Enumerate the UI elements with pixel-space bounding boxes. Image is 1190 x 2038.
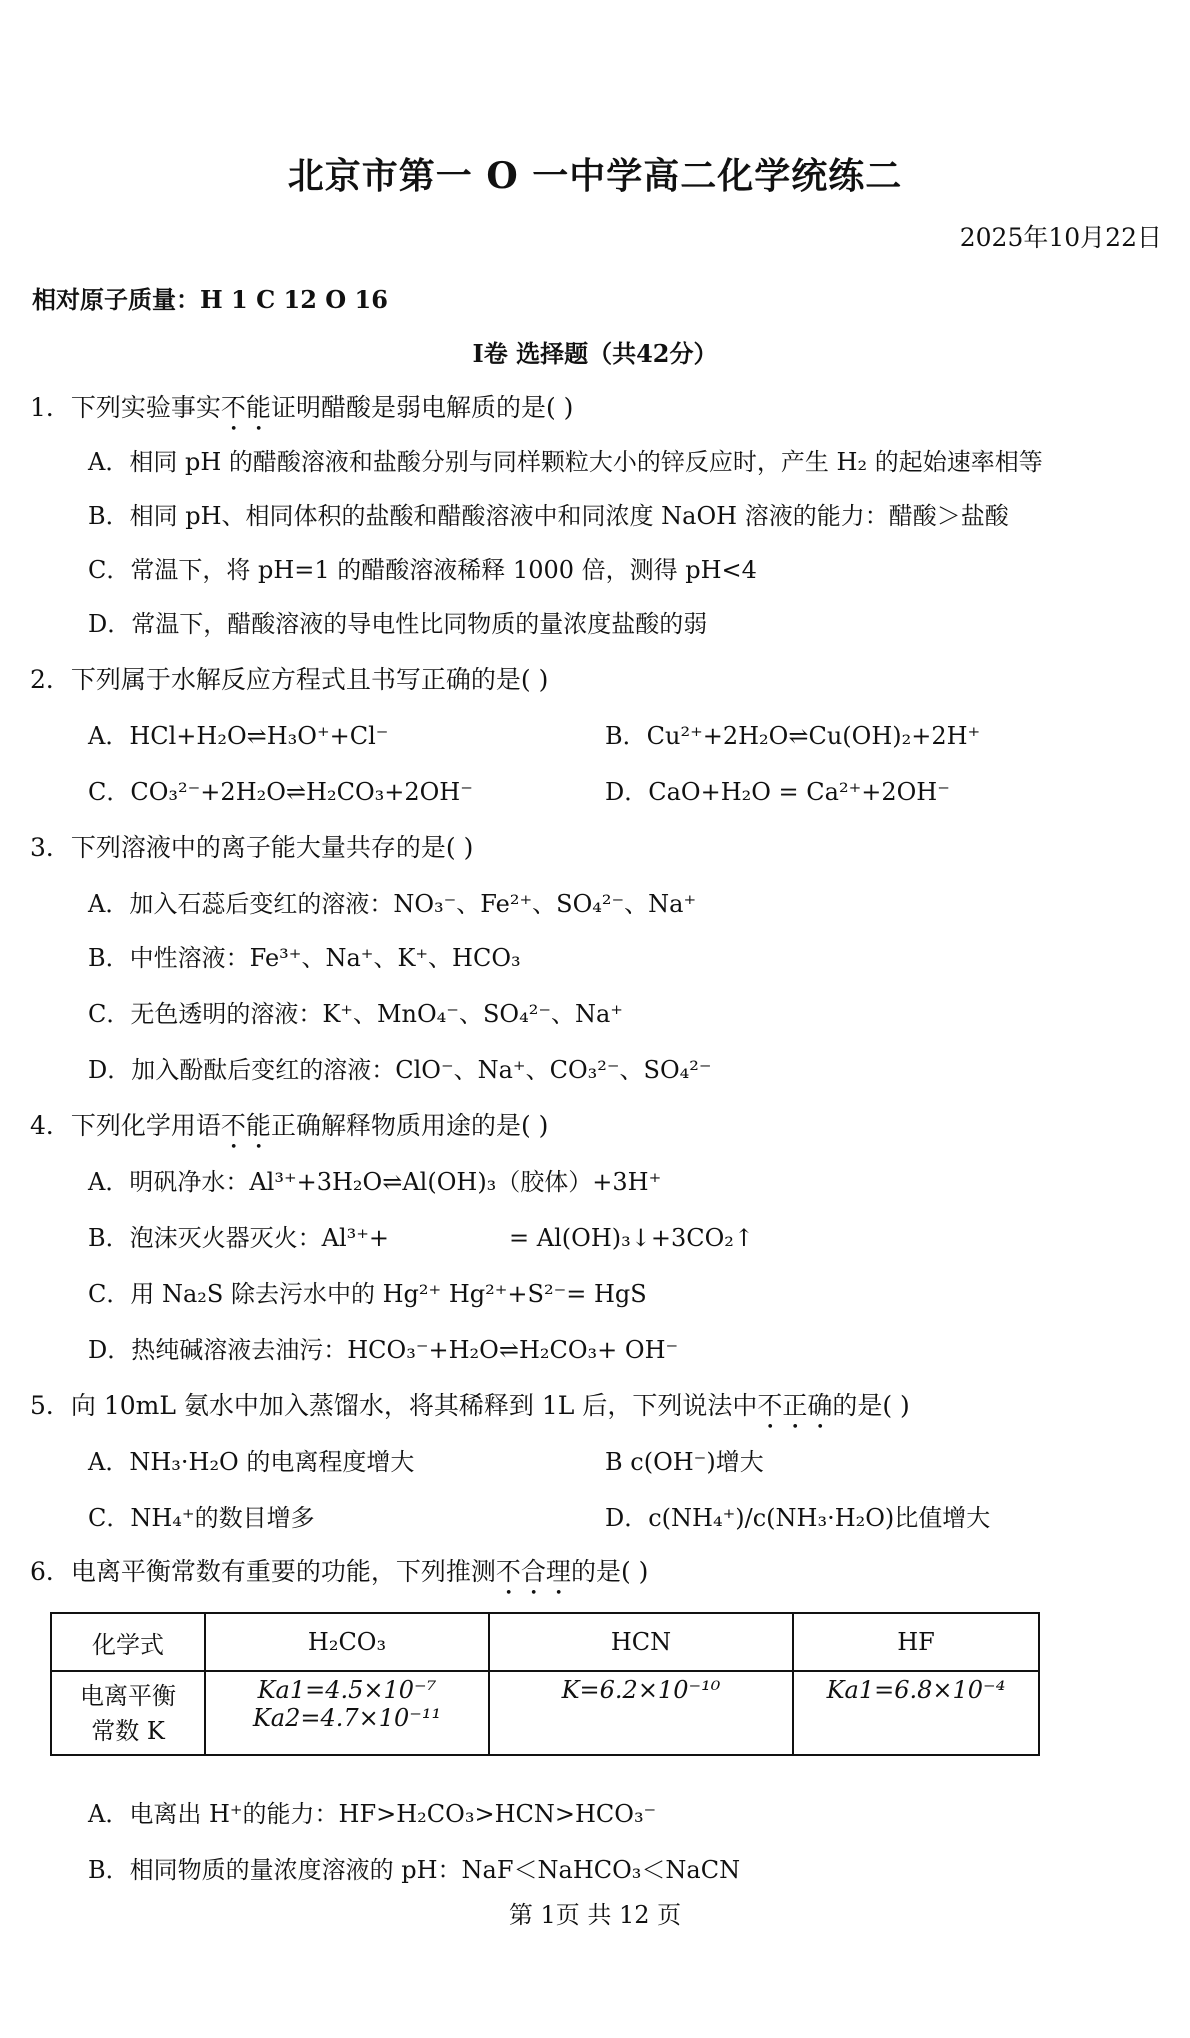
question-3-option-a: A．加入石蕊后变红的溶液：NO₃⁻、Fe²⁺、SO₄²⁻、Na⁺ [88,890,697,918]
table-cell-hcn [489,1671,793,1755]
ionization-constant-table [50,1612,1040,1756]
question-1-stem-post: 证明醋酸是弱电解质的是( ) [270,393,574,422]
question-5-option-d: D．c(NH₄⁺)/c(NH₃·H₂O)比值增大 [605,1504,991,1532]
question-3-option-c: C．无色透明的溶液：K⁺、MnO₄⁻、SO₄²⁻、Na⁺ [88,1000,623,1028]
question-5-emphasis: 不正确 [757,1391,833,1420]
question-2-option-d: D．CaO+H₂O = Ca²⁺+2OH⁻ [605,778,950,806]
hf-ka: Ka1=6.8×10⁻⁴ [826,1676,1006,1704]
table-header-cell: HF [793,1613,1039,1671]
question-4-option-d: D．热纯碱溶液去油污：HCO₃⁻+H₂O⇌H₂CO₃+ OH⁻ [88,1336,679,1364]
question-4-option-b-pre: B．泡沫灭火器灭火：Al³⁺+ [88,1224,390,1252]
section-title: I卷 选择题（共42分） [472,339,718,368]
question-1-option-d: D．常温下，醋酸溶液的导电性比同物质的量浓度盐酸的弱 [88,610,708,638]
table-header-cell: HCN [489,1613,793,1671]
question-6-option-b: B．相同物质的量浓度溶液的 pH：NaF＜NaHCO₃＜NaCN [88,1856,741,1884]
question-5-stem [30,1386,910,1435]
question-3-stem: 3．下列溶液中的离子能大量共存的是( ) [30,833,474,862]
table-header-cell: 化学式 [51,1613,205,1671]
table-cell-hf [793,1671,1039,1755]
atomic-masses: 相对原子质量：H 1 C 12 O 16 [32,285,388,314]
row-label-line-2: 常数 K [91,1717,165,1745]
question-6-stem [30,1552,648,1601]
question-1-option-b: B．相同 pH、相同体积的盐酸和醋酸溶液中和同浓度 NaOH 溶液的能力：醋酸＞盐酸 [88,502,1009,530]
table-header-cell: H₂CO₃ [205,1613,489,1671]
h2co3-ka1: Ka1=4.5×10⁻⁷ [257,1676,437,1704]
question-4-stem-pre: 4．下列化学用语 [30,1111,221,1140]
question-5-stem-post: 的是( ) [832,1391,910,1420]
exam-date: 2025年10月22日 [959,223,1162,252]
question-2-option-c: C．CO₃²⁻+2H₂O⇌H₂CO₃+2OH⁻ [88,778,473,806]
table-row [51,1671,1039,1755]
question-4-option-b [88,1218,754,1253]
question-2-option-b: B．Cu²⁺+2H₂O⇌Cu(OH)₂+2H⁺ [605,722,981,750]
question-1-emphasis: 不能 [220,393,271,422]
row-label-line-1: 电离平衡 [80,1682,176,1710]
question-5-stem-pre: 5．向 10mL 氨水中加入蒸馏水，将其稀释到 1L 后，下列说法中 [30,1391,758,1420]
question-5-option-c: C．NH₄⁺的数目增多 [88,1504,315,1532]
question-5-option-b: B c(OH⁻)增大 [605,1448,764,1476]
table-row-label [51,1671,205,1755]
question-6-option-a: A．电离出 H⁺的能力：HF>H₂CO₃>HCN>HCO₃⁻ [88,1800,657,1828]
question-4-option-c: C．用 Na₂S 除去污水中的 Hg²⁺ Hg²⁺+S²⁻= HgS [88,1280,647,1308]
question-3-option-b: B．中性溶液：Fe³⁺、Na⁺、K⁺、HCO₃ [88,944,521,972]
question-1-stem-pre: 1．下列实验事实 [30,393,221,422]
question-2-stem: 2．下列属于水解反应方程式且书写正确的是( ) [30,665,549,694]
page-title: 北京市第一 O 一中学高二化学统练二 [287,155,903,197]
question-2-option-a: A．HCl+H₂O⇌H₃O⁺+Cl⁻ [88,722,389,750]
table-cell-h2co3 [205,1671,489,1755]
question-4-stem-post: 正确解释物质用途的是( ) [270,1111,549,1140]
question-3-option-d: D．加入酚酞后变红的溶液：ClO⁻、Na⁺、CO₃²⁻、SO₄²⁻ [88,1056,712,1084]
question-6-emphasis: 不合理 [495,1557,571,1586]
hcn-k: K=6.2×10⁻¹⁰ [561,1676,721,1704]
question-4-stem [30,1106,548,1155]
question-6-stem-pre: 6．电离平衡常数有重要的功能，下列推测 [30,1557,496,1586]
question-1-stem [30,388,573,437]
question-4-option-b-post: = Al(OH)₃↓+3CO₂↑ [509,1224,755,1252]
question-4-option-a: A．明矾净水：Al³⁺+3H₂O⇌Al(OH)₃（胶体）+3H⁺ [88,1168,662,1196]
question-1-option-a: A．相同 pH 的醋酸溶液和盐酸分别与同样颗粒大小的锌反应时，产生 H₂ 的起始速率相等 [88,448,1043,476]
question-6-stem-post: 的是( ) [570,1557,649,1586]
question-5-option-a: A．NH₃·H₂O 的电离程度增大 [88,1448,415,1476]
question-1-option-c: C．常温下，将 pH=1 的醋酸溶液稀释 1000 倍，测得 pH<4 [88,556,757,584]
h2co3-ka2: Ka2=4.7×10⁻¹¹ [252,1704,442,1732]
table-header-row [51,1613,1039,1671]
page-footer: 第 1页 共 12 页 [508,1901,682,1929]
question-4-emphasis: 不能 [220,1111,271,1140]
